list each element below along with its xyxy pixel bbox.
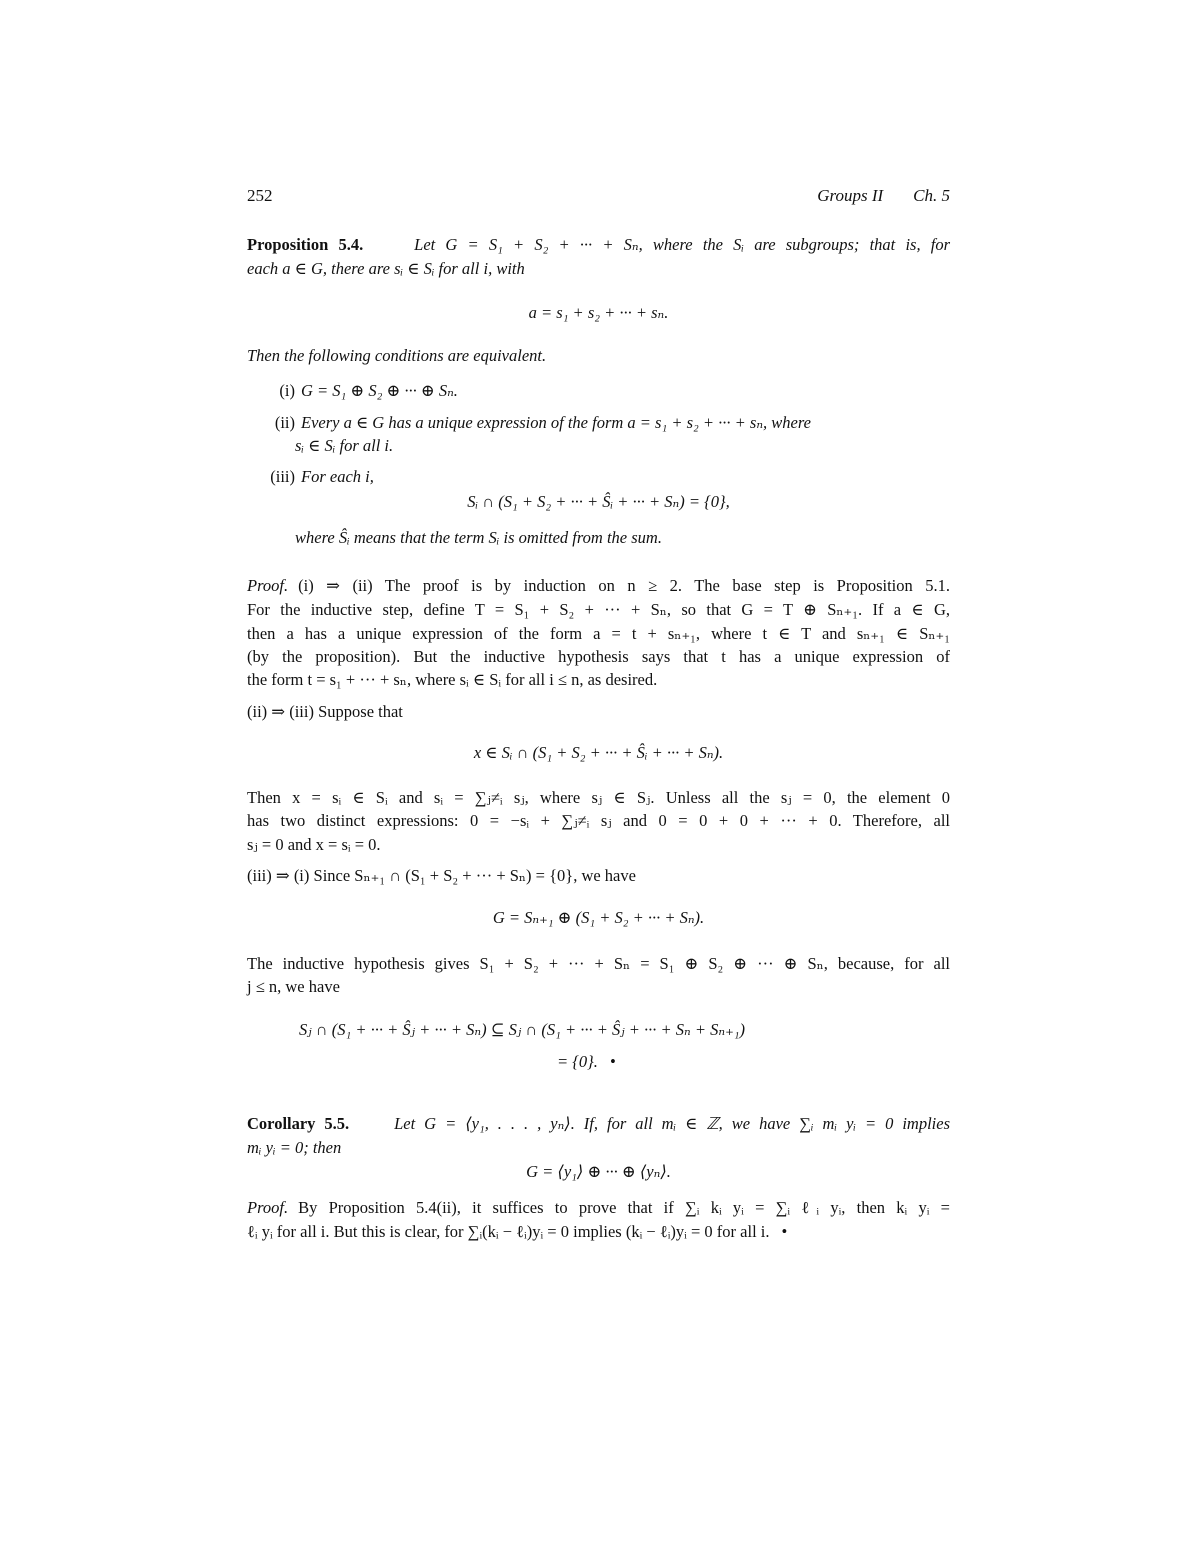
- proof-line: the form t = s₁ + ··· + sₙ, where sᵢ ∈ Sᵢ for all i ≤ n, as desired.: [247, 670, 658, 689]
- proof-line: [247, 576, 950, 596]
- corollary-display-equation: G = ⟨y₁⟩ ⊕ ··· ⊕ ⟨yₙ⟩.: [526, 1162, 671, 1181]
- running-title: [787, 186, 950, 206]
- proof-text: By Proposition 5.4(ii), it suffices to prove that if ∑ᵢ kᵢ yᵢ = ∑ᵢ ℓᵢ yᵢ, then kᵢ yᵢ =: [298, 1198, 950, 1217]
- proof-line: For the inductive step, define T = S₁ + S₂ + ··· + Sₙ, so that G = T ⊕ Sₙ₊₁. If a ∈ G,: [247, 600, 950, 619]
- proposition-display-equation: a = s₁ + s₂ + ··· + sₙ.: [528, 303, 669, 322]
- page-number: 252: [247, 186, 273, 205]
- proof-text: ℓᵢ yᵢ for all i. But this is clear, for ∑ᵢ(kᵢ − ℓᵢ)yᵢ = 0 implies (kᵢ − ℓᵢ)yᵢ = 0 for all i.: [247, 1222, 770, 1241]
- proof-line: then a has a unique expression of the form a = t + sₙ₊₁, where t ∈ T and sₙ₊₁ ∈ Sₙ₊₁: [247, 624, 950, 643]
- proof-step2-intro: (ii) ⇒ (iii) Suppose that: [247, 702, 403, 721]
- final-equation-line2: [557, 1052, 857, 1072]
- condition-item-i: [247, 381, 950, 401]
- item-label: (i): [279, 381, 295, 400]
- item-iii-equation: Sᵢ ∩ (S₁ + S₂ + ··· + Ŝᵢ + ··· + Sₙ) = {0},: [467, 492, 730, 511]
- proof-step3-equation: G = Sₙ₊₁ ⊕ (S₁ + S₂ + ··· + Sₙ).: [492, 908, 705, 927]
- corollary-statement-line1: [247, 1114, 950, 1134]
- proof-line: Then x = sᵢ ∈ Sᵢ and sᵢ = ∑ⱼ≠ᵢ sⱼ, where sⱼ ∈ Sⱼ. Unless all the sⱼ = 0, the element 0: [247, 788, 950, 807]
- corollary-statement-line2: mᵢ yᵢ = 0; then: [247, 1138, 342, 1157]
- proof-text: (i) ⇒ (ii) The proof is by induction on n ≥ 2. The base step is Proposition 5.1.: [298, 576, 950, 595]
- proof-line: j ≤ n, we have: [247, 977, 340, 996]
- conditions-intro: Then the following conditions are equivalent.: [247, 346, 547, 365]
- condition-item-iii: [247, 467, 950, 487]
- proposition-statement-line1: [247, 235, 950, 255]
- proposition-label: Proposition 5.4.: [247, 235, 364, 254]
- chapter-title: Groups II: [817, 186, 884, 205]
- proof-label: Proof.: [247, 1198, 289, 1217]
- proof-label: Proof.: [247, 576, 289, 595]
- proof-line: has two distinct expressions: 0 = −sᵢ + ∑ⱼ≠ᵢ sⱼ and 0 = 0 + 0 + ··· + 0. Therefore, all: [247, 811, 950, 830]
- qed-bullet-icon: •: [609, 1052, 616, 1071]
- item-text: Every a ∈ G has a unique expression of the form a = s₁ + s₂ + ··· + sₙ, where: [301, 413, 811, 432]
- proposition-statement: Let G = S₁ + S₂ + ··· + Sₙ, where the Sᵢ are subgroups; that is, for: [414, 235, 951, 254]
- corollary-label: Corollary 5.5.: [247, 1114, 350, 1133]
- item-text: G = S₁ ⊕ S₂ ⊕ ··· ⊕ Sₙ.: [301, 381, 458, 400]
- condition-item-ii: [247, 413, 950, 433]
- item-text: For each i,: [301, 467, 374, 486]
- proposition-statement-line2: each a ∈ G, there are sᵢ ∈ Sᵢ for all i, with: [247, 259, 525, 278]
- corollary-statement: Let G = ⟨y₁, . . . , yₙ⟩. If, for all mᵢ ∈ ℤ, we have ∑ᵢ mᵢ yᵢ = 0 implies: [394, 1114, 951, 1133]
- proof-line: (by the proposition). But the inductive hypothesis says that t has a unique expression of: [247, 647, 950, 666]
- final-equation-line1: Sⱼ ∩ (S₁ + ··· + Ŝⱼ + ··· + Sₙ) ⊆ Sⱼ ∩ (S₁ + ··· + Ŝⱼ + ··· + Sₙ + Sₙ₊₁): [299, 1020, 746, 1039]
- final-equation-result: = {0}.: [557, 1052, 598, 1071]
- proof-step3-intro: (iii) ⇒ (i) Since Sₙ₊₁ ∩ (S₁ + S₂ + ··· + Sₙ) = {0}, we have: [247, 866, 636, 885]
- proof2-line2: [247, 1222, 950, 1242]
- qed-bullet-icon: •: [781, 1222, 788, 1241]
- item-label: (ii): [274, 413, 295, 432]
- item-iii-note: where Ŝᵢ means that the term Sᵢ is omitted from the sum.: [295, 528, 662, 547]
- proof-line: sⱼ = 0 and x = sᵢ = 0.: [247, 835, 381, 854]
- item-label: (iii): [270, 467, 295, 486]
- chapter-number: Ch. 5: [913, 186, 950, 205]
- proof-line: The inductive hypothesis gives S₁ + S₂ + ··· + Sₙ = S₁ ⊕ S₂ ⊕ ··· ⊕ Sₙ, because, for all: [247, 954, 950, 973]
- proof2-line1: [247, 1198, 950, 1218]
- proof-step2-equation: x ∈ Sᵢ ∩ (S₁ + S₂ + ··· + Ŝᵢ + ··· + Sₙ).: [473, 743, 724, 762]
- condition-item-ii-cont: sᵢ ∈ Sᵢ for all i.: [295, 436, 394, 455]
